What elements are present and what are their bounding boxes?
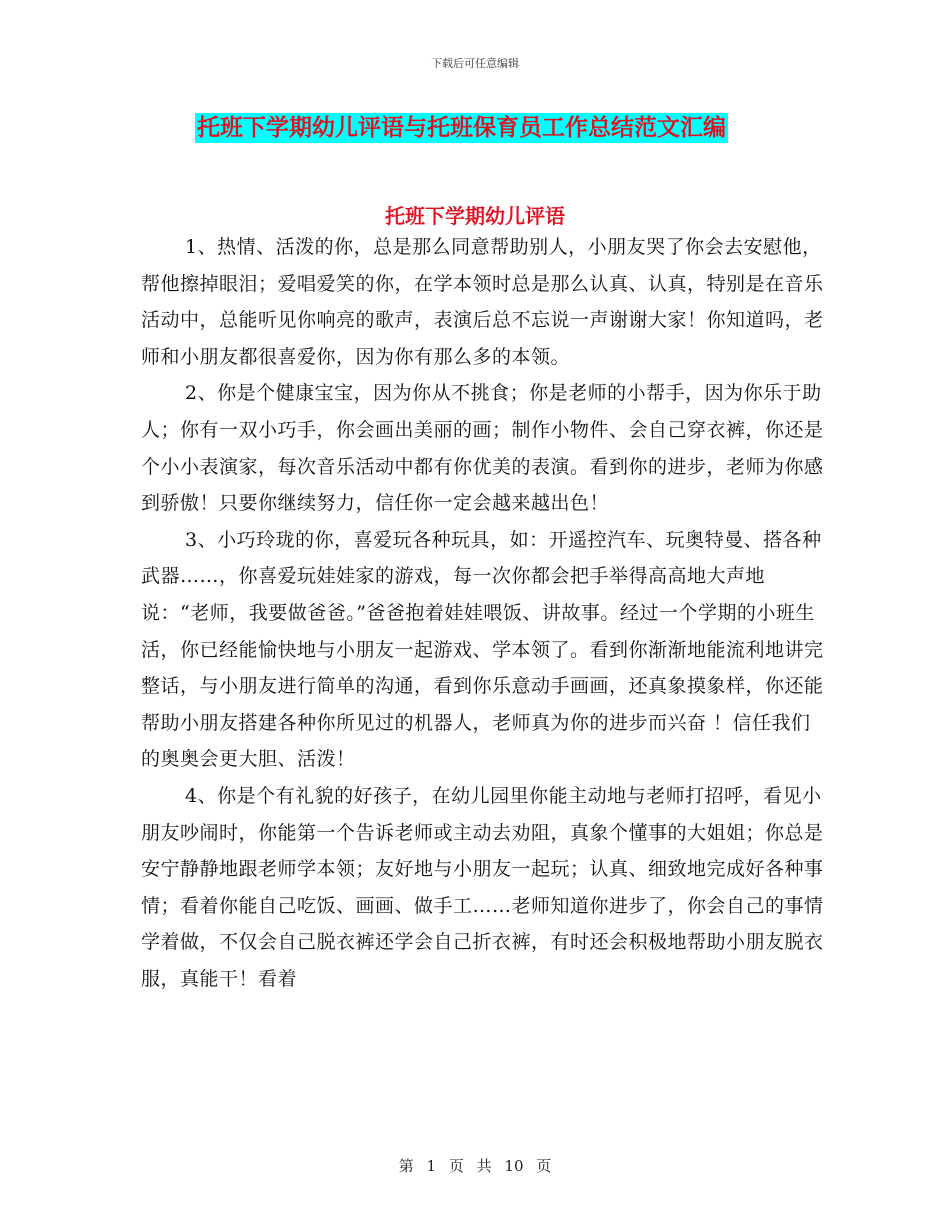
footer-total-prefix: 共: [476, 1157, 492, 1175]
footer-page-mid: 页: [448, 1157, 464, 1175]
paragraph-1: 1、热情、活泼的你，总是那么同意帮助别人，小朋友哭了你会去安慰他，帮他擦掉眼泪；爱唱爱笑的你，在学本领时总是那么认真、认真，特别是在音乐活动中，总能听见你响亮的歌声，表演后总不忘说一声谢谢大家！你知道吗，老师和小朋友都很喜爱你，因为你有那么多的本领。: [141, 236, 824, 368]
page-footer: [0, 1155, 950, 1176]
section-title: 托班下学期幼儿评语: [385, 204, 565, 228]
header-note: 下载后可任意编辑: [431, 57, 519, 70]
footer-total-pages: 10: [504, 1157, 524, 1175]
footer-page-prefix: 第: [398, 1157, 414, 1175]
footer-page-number: 1: [426, 1157, 437, 1175]
document-title: 托班下学期幼儿评语与托班保育员工作总结范文汇编: [197, 115, 726, 141]
paragraph-2: 2、你是个健康宝宝，因为你从不挑食；你是老师的小帮手，因为你乐于助人；你有一双小巧手，你会画出美丽的画；制作小物件、会自己穿衣裤，你还是个小小表演家，每次音乐活动中都有你优美的表演。看到你的进步，老师为你感到骄傲！只要你继续努力，信任你一定会越来越出色！: [141, 382, 824, 515]
body-text: [141, 229, 827, 997]
paragraph-4: 4、你是个有礼貌的好孩子，在幼儿园里你能主动地与老师打招呼，看见小朋友吵闹时，你能第一个告诉老师或主动去劝阻，真象个懂事的大姐姐；你总是安宁静静地跟老师学本领；友好地与小朋友一起玩；认真、细致地完成好各种事情；看着你能自己吃饭、画画、做手工……老师知道你进步了，你会自己的事情学着做，不仅会自己脱衣裤还学会自己折衣裤，有时还会积极地帮助小朋友脱衣服，真能干！看着: [141, 784, 824, 990]
paragraph-3: 3、小巧玲珑的你，喜爱玩各种玩具，如：开遥控汽车、玩奥特曼、搭各种武器……，你喜爱玩娃娃家的游戏，每一次你都会把手举得高高地大声地说：“老师，我要做爸爸。”爸爸抱着娃娃喂饭、讲故事。经过一个学期的小班生活，你已经能愉快地与小朋友一起游戏、学本领了。看到你渐渐地能流利地讲完整话，与小朋友进行简单的沟通，看到你乐意动手画画，还真象摸象样，你还能帮助小朋友搭建各种你所见过的机器人，老师真为你的进步而兴奋 ！信任我们的奥奥会更大胆、活泼！: [141, 528, 824, 771]
footer-page-suffix: 页: [536, 1157, 552, 1175]
